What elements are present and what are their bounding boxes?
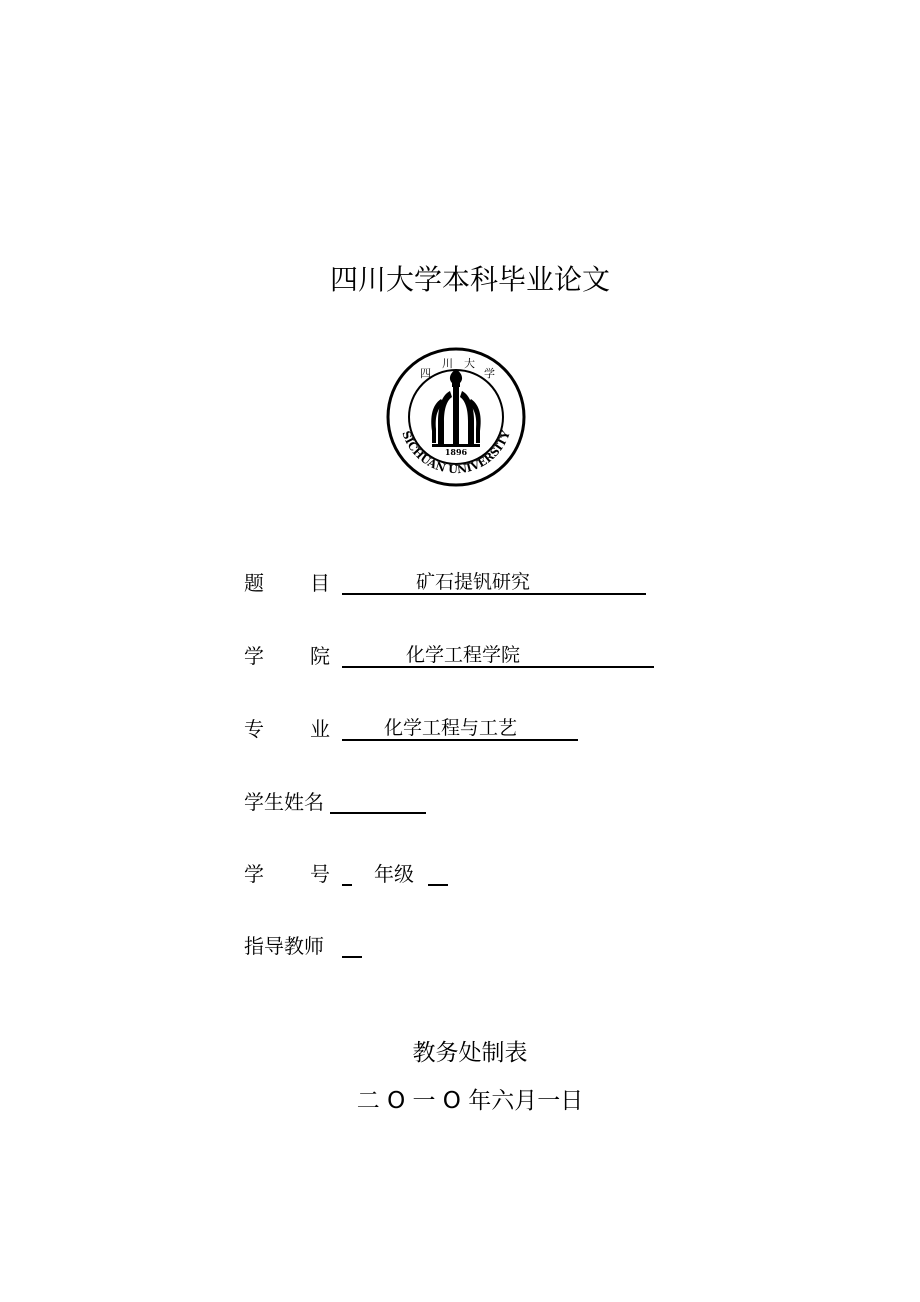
field-advisor-label: 指导教师 [244,934,324,958]
field-college-label-2: 院 [310,644,330,668]
field-major [244,713,664,743]
seal-year: 1896 [444,447,468,457]
university-seal [386,347,526,487]
field-student-id-value [342,858,352,886]
field-topic-label-1: 题 [244,571,264,595]
field-college-label-1: 学 [244,644,264,668]
field-college-value: 化学工程学院 [342,640,654,668]
field-student-id-label-1: 学 [244,862,264,886]
field-grade-label: 年级 [374,862,414,886]
field-advisor-value [342,930,362,958]
field-advisor [244,930,664,960]
seal-chinese-text-1: 四 [420,367,431,380]
document-title: 四川大学本科毕业论文 [329,263,610,296]
field-topic-value: 矿石提钒研究 [342,567,646,595]
field-topic [244,567,664,597]
field-grade-value [428,858,448,886]
field-student-id [244,858,664,888]
field-major-value: 化学工程与工艺 [342,713,578,741]
footer-issuer: 教务处制表 [412,1040,528,1066]
field-college [244,640,664,670]
field-major-label-2: 业 [310,717,330,741]
seal-chinese-text-3: 大 [464,357,475,370]
seal-english-text: SICHUAN UNIVERSITY [399,429,513,477]
footer-date: 二 O 一 O 年六月一日 [356,1088,584,1114]
seal-emblem-icon [431,369,480,447]
field-topic-label-2: 目 [310,571,330,595]
field-major-label-1: 专 [244,717,264,741]
seal-chinese-text-4: 学 [484,367,495,380]
field-student-name-label: 学生姓名 [244,790,324,814]
seal-chinese-text-2: 川 [442,357,453,370]
field-student-id-label-2: 号 [310,862,330,886]
field-student-name [244,786,664,816]
field-student-name-value [330,786,426,814]
